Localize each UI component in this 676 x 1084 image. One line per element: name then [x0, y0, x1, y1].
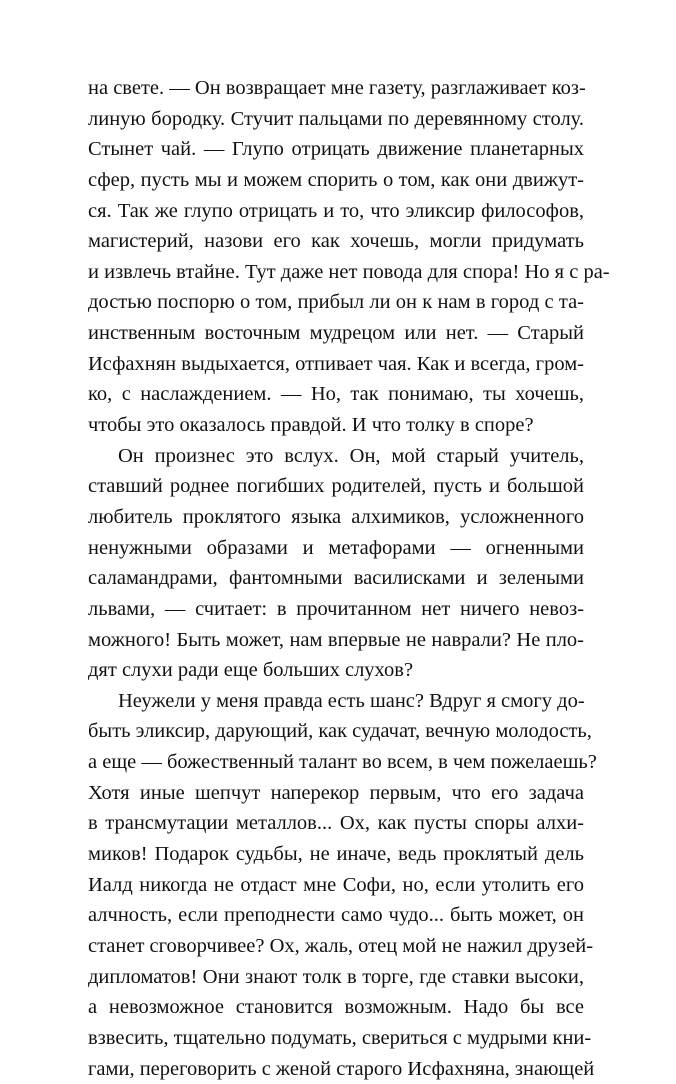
text-line: дят слухи ради еще больших слухов?: [88, 655, 584, 686]
text-line: Стынет чай. — Глупо отрицать движение планетарных: [88, 134, 584, 165]
text-line: а еще — божественный талант во всем, в чем пожелаешь?: [88, 747, 584, 778]
text-line: миков! Подарок судьбы, не иначе, ведь проклятый дель: [88, 839, 584, 870]
text-line: достью поспорю о том, прибыл ли он к нам в город с та-: [88, 287, 584, 318]
text-line: взвесить, тщательно подумать, свериться с мудрыми кни-: [88, 1023, 584, 1054]
text-line: линую бородку. Стучит пальцами по деревянному столу.: [88, 104, 584, 135]
text-line: можного! Быть может, нам впервые не наврали? Не пло-: [88, 625, 584, 656]
text-line: ко, с наслаждением. — Но, так понимаю, ты хочешь,: [88, 379, 584, 410]
text-line: чтобы это оказалось правдой. И что толку в споре?: [88, 410, 584, 441]
text-line: магистерий, назови его как хочешь, могли придумать: [88, 226, 584, 257]
text-line: ненужными образами и метафорами — огненными: [88, 533, 584, 564]
text-line: алчность, если преподнести само чудо... быть может, он: [88, 900, 584, 931]
text-line: а невозможное становится возможным. Надо бы все: [88, 992, 584, 1023]
text-line: на свете. — Он возвращает мне газету, разглаживает коз-: [88, 73, 584, 104]
text-line: в трансмутации металлов... Ох, как пусты споры алхи-: [88, 808, 584, 839]
text-line: любитель проклятого языка алхимиков, усложненного: [88, 502, 584, 533]
text-line: Исфахнян выдыхается, отпивает чая. Как и всегда, гром-: [88, 349, 584, 380]
text-line: Неужели у меня правда есть шанс? Вдруг я смогу до-: [88, 686, 584, 717]
text-line: Хотя иные шепчут наперекор первым, что его задача: [88, 778, 584, 809]
text-line: дипломатов! Они знают толк в торге, где ставки высоки,: [88, 962, 584, 993]
text-line: Он произнес это вслух. Он, мой старый учитель,: [88, 441, 584, 472]
text-line: ставший роднее погибших родителей, пусть и большой: [88, 471, 584, 502]
text-line: гами, переговорить с женой старого Исфахняна, знающей: [88, 1054, 584, 1084]
text-line: станет сговорчивее? Ох, жаль, отец мой не нажил друзей-: [88, 931, 584, 962]
body-text: [88, 73, 584, 1084]
text-line: Иалд никогда не отдаст мне Софи, но, если утолить его: [88, 870, 584, 901]
text-line: саламандрами, фантомными василисками и зелеными: [88, 563, 584, 594]
text-line: львами, — считает: в прочитанном нет ничего невоз-: [88, 594, 584, 625]
text-line: быть эликсир, дарующий, как судачат, вечную молодость,: [88, 716, 584, 747]
text-line: инственным восточным мудрецом или нет. — Старый: [88, 318, 584, 349]
text-line: сфер, пусть мы и можем спорить о том, как они движут-: [88, 165, 584, 196]
text-line: и извлечь втайне. Тут даже нет повода для спора! Но я с ра-: [88, 257, 584, 288]
text-line: ся. Так же глупо отрицать и то, что эликсир философов,: [88, 196, 584, 227]
